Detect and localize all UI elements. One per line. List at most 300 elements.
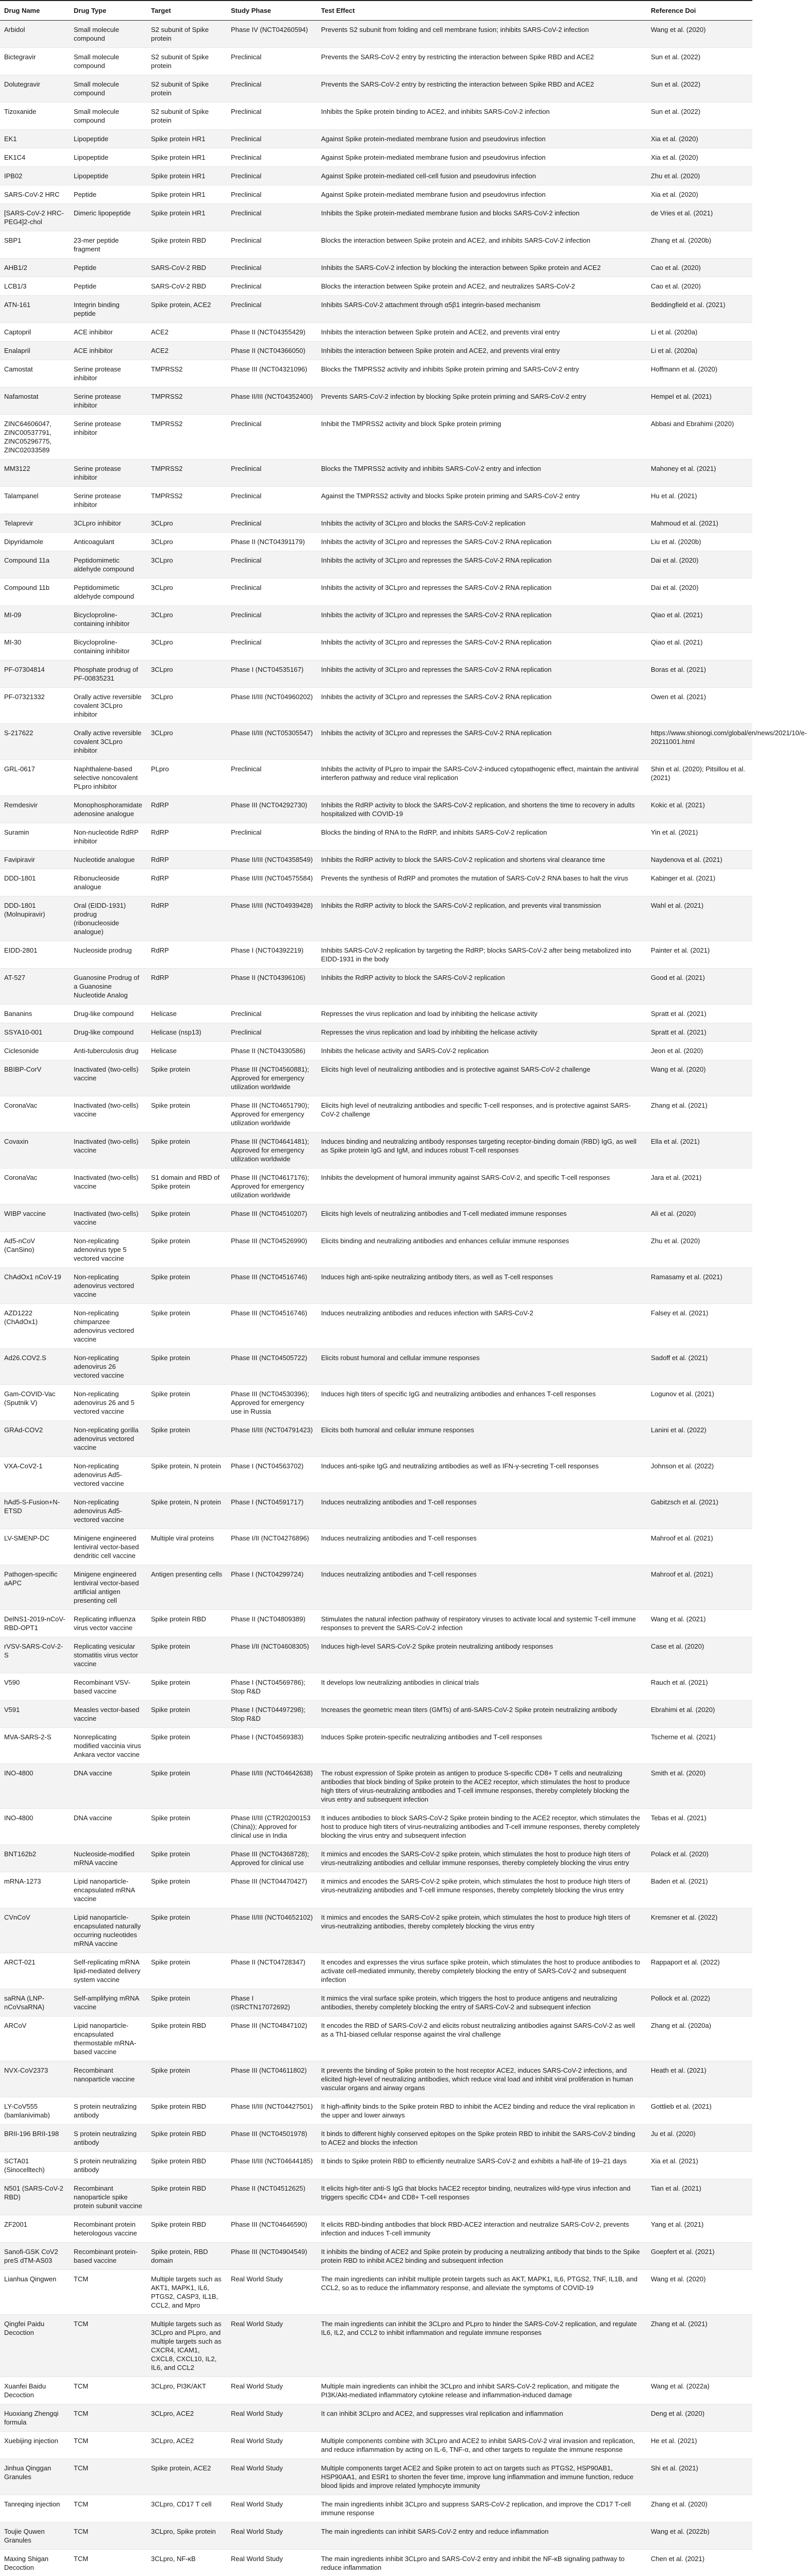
cell-study-phase: Preclinical bbox=[227, 760, 317, 796]
cell-test-effect: Prevents S2 subunit from folding and cell membrane fusion; inhibits SARS-CoV-2 infection bbox=[317, 21, 647, 48]
cell-test-effect: Elicits robust humoral and cellular immune responses bbox=[317, 1349, 647, 1385]
cell-test-effect: It elicits RBD-binding antibodies that block RBD-ACE2 interaction and neutralize SARS-CoV-2, prevents infection and induces T-cell immunity bbox=[317, 2215, 647, 2243]
table-row bbox=[0, 1205, 752, 1232]
cell-reference-doi: Cao et al. (2020) bbox=[647, 259, 752, 277]
cell-drug-type: Inactivated (two-cells) vaccine bbox=[70, 1168, 147, 1205]
cell-drug-name: AHB1/2 bbox=[0, 259, 70, 277]
table-row bbox=[0, 1457, 752, 1493]
cell-test-effect: It mimics and encodes the SARS-CoV-2 spike protein, which stimulates the host to produce high titers of virus-neutralizing antibodies and T-cell immune responses, thereby completely blocking the virus entry bbox=[317, 1872, 647, 1908]
cell-drug-type: Bicycloproline-containing inhibitor bbox=[70, 633, 147, 660]
cell-study-phase: Preclinical bbox=[227, 551, 317, 579]
cell-drug-type: 3CLpro inhibitor bbox=[70, 514, 147, 533]
table-row bbox=[0, 487, 752, 514]
cell-reference-doi: Kabinger et al. (2021) bbox=[647, 869, 752, 896]
cell-drug-type: Naphthalene-based selective noncovalent PLpro inhibitor bbox=[70, 760, 147, 796]
cell-drug-type: Inactivated (two-cells) vaccine bbox=[70, 1132, 147, 1168]
cell-target: Helicase bbox=[147, 1005, 227, 1023]
cell-drug-name: CoronaVac bbox=[0, 1168, 70, 1205]
cell-target: 3CLpro, NF-κB bbox=[147, 2550, 227, 2576]
cell-drug-type: Non-replicating adenovirus Ad5-vectored vaccine bbox=[70, 1457, 147, 1493]
cell-target: Antigen presenting cells bbox=[147, 1565, 227, 1610]
cell-drug-name: BNT162b2 bbox=[0, 1845, 70, 1872]
cell-drug-name: LCB1/3 bbox=[0, 277, 70, 296]
cell-reference-doi: Johnson et al. (2022) bbox=[647, 1457, 752, 1493]
table-row bbox=[0, 1493, 752, 1529]
cell-drug-name: N501 (SARS-CoV-2 RBD) bbox=[0, 2179, 70, 2215]
cell-drug-type: Self-amplifying mRNA vaccine bbox=[70, 1989, 147, 2016]
cell-test-effect: Induces Spike protein-specific neutralizing antibodies and T-cell responses bbox=[317, 1728, 647, 1764]
cell-test-effect: Multiple components combine with 3CLpro and ACE2 to inhibit SARS-CoV-2 viral invasion and replication, and reduce inflammation by acting on IL-6, TNF-α, and other targets to regulate the immune response bbox=[317, 2432, 647, 2459]
cell-target: 3CLpro bbox=[147, 724, 227, 760]
cell-target: Multiple targets such as 3CLpro and PLpro, and multiple targets such as CXCR4, ICAM1, CXCL8, CXCL10, IL2, IL6, and CCL2 bbox=[147, 2315, 227, 2377]
cell-target: Spike protein, RBD domain bbox=[147, 2243, 227, 2270]
cell-reference-doi: https://www.shionogi.com/global/en/news/2021/10/e-20211001.html bbox=[647, 724, 752, 760]
cell-test-effect: Against Spike protein-mediated membrane fusion and pseudovirus infection bbox=[317, 148, 647, 167]
cell-drug-name: V590 bbox=[0, 1673, 70, 1701]
cell-test-effect: Induces high anti-spike neutralizing antibody titers, as well as T-cell responses bbox=[317, 1268, 647, 1304]
cell-drug-name: GRL-0617 bbox=[0, 760, 70, 796]
cell-study-phase: Real World Study bbox=[227, 2270, 317, 2315]
cell-test-effect: Prevents SARS-CoV-2 infection by blocking Spike protein priming and SARS-CoV-2 entry bbox=[317, 387, 647, 415]
cell-target: 3CLpro, ACE2 bbox=[147, 2404, 227, 2432]
cell-target: ACE2 bbox=[147, 323, 227, 342]
table-header bbox=[0, 1, 752, 21]
cell-drug-type: Nucleotide analogue bbox=[70, 851, 147, 869]
cell-target: Helicase (nsp13) bbox=[147, 1023, 227, 1042]
cell-drug-name: Xuebijing injection bbox=[0, 2432, 70, 2459]
cell-target: S1 domain and RBD of Spike protein bbox=[147, 1168, 227, 1205]
cell-drug-type: Integrin binding peptide bbox=[70, 296, 147, 323]
cell-target: Spike protein RBD bbox=[147, 2179, 227, 2215]
cell-drug-name: AZD1222 (ChAdOx1) bbox=[0, 1304, 70, 1349]
cell-drug-name: Huoxiang Zhengqi formula bbox=[0, 2404, 70, 2432]
cell-test-effect: Elicits high level of neutralizing antibodies and is protective against SARS-CoV-2 challenge bbox=[317, 1060, 647, 1096]
cell-study-phase: Preclinical bbox=[227, 1005, 317, 1023]
cell-drug-name: Ad5-nCoV (CanSino) bbox=[0, 1232, 70, 1268]
cell-drug-type: Replicating vesicular stomatitis virus vector vaccine bbox=[70, 1637, 147, 1673]
cell-drug-name: ZF2001 bbox=[0, 2215, 70, 2243]
cell-drug-type: Inactivated (two-cells) vaccine bbox=[70, 1096, 147, 1132]
cell-drug-type: Lipid nanoparticle-encapsulated mRNA vaccine bbox=[70, 1872, 147, 1908]
cell-drug-name: saRNA (LNP-nCoVsaRNA) bbox=[0, 1989, 70, 2016]
table-row bbox=[0, 969, 752, 1005]
cell-reference-doi: Beddingfield et al. (2021) bbox=[647, 296, 752, 323]
cell-drug-type: Self-replicating mRNA lipid-mediated delivery system vaccine bbox=[70, 1953, 147, 1989]
cell-study-phase: Phase III (NCT04617176); Approved for emergency utilization worldwide bbox=[227, 1168, 317, 1205]
cell-drug-name: INO-4800 bbox=[0, 1809, 70, 1845]
cell-test-effect: Inhibits the interaction between Spike protein and ACE2, and prevents viral entry bbox=[317, 342, 647, 360]
cell-reference-doi: Mahroof et al. (2021) bbox=[647, 1529, 752, 1565]
cell-test-effect: Multiple main ingredients can inhibit the 3CLpro and inhibit SARS-CoV-2 replication, and mitigate the PI3K/Akt-mediated inflammatory cytokine release and inflammation-induced damage bbox=[317, 2377, 647, 2404]
table-row bbox=[0, 48, 752, 75]
cell-test-effect: Prevents the synthesis of RdRP and promotes the mutation of SARS-CoV-2 RNA bases to halt the virus bbox=[317, 869, 647, 896]
cell-study-phase: Phase II (NCT04391179) bbox=[227, 533, 317, 551]
cell-drug-name: LY-CoV555 (bamlanivimab) bbox=[0, 2097, 70, 2125]
cell-reference-doi: Case et al. (2020) bbox=[647, 1637, 752, 1673]
table-row bbox=[0, 1673, 752, 1701]
cell-drug-name: ATN-161 bbox=[0, 296, 70, 323]
table-row bbox=[0, 387, 752, 415]
cell-test-effect: Against Spike protein-mediated cell-cell fusion and pseudovirus infection bbox=[317, 167, 647, 185]
cell-drug-name: Pathogen-specific aAPC bbox=[0, 1565, 70, 1610]
cell-drug-name: Xuanfei Baidu Decoction bbox=[0, 2377, 70, 2404]
table-row bbox=[0, 869, 752, 896]
cell-test-effect: Elicits high levels of neutralizing antibodies and T-cell mediated immune responses bbox=[317, 1205, 647, 1232]
cell-test-effect: Against the TMPRSS2 activity and blocks Spike protein priming and SARS-CoV-2 entry bbox=[317, 487, 647, 514]
cell-study-phase: Phase I (NCT04569786); Stop R&D bbox=[227, 1673, 317, 1701]
cell-drug-type: Serine protease inhibitor bbox=[70, 360, 147, 387]
cell-test-effect: Against Spike protein-mediated membrane fusion and pseudovirus infection bbox=[317, 185, 647, 204]
cell-target: Spike protein RBD bbox=[147, 2125, 227, 2152]
cell-study-phase: Preclinical bbox=[227, 633, 317, 660]
cell-drug-type: TCM bbox=[70, 2522, 147, 2550]
cell-study-phase: Preclinical bbox=[227, 606, 317, 633]
table-row bbox=[0, 2097, 752, 2125]
cell-test-effect: The main ingredients can inhibit SARS-CoV-2 entry and reduce inflammation bbox=[317, 2522, 647, 2550]
cell-drug-name: EK1 bbox=[0, 130, 70, 148]
cell-reference-doi: Ali et al. (2020) bbox=[647, 1205, 752, 1232]
cell-test-effect: Inhibits the Spike protein-mediated membrane fusion and blocks SARS-CoV-2 infection bbox=[317, 204, 647, 231]
cell-drug-type: Small molecule compound bbox=[70, 21, 147, 48]
cell-target: S2 subunit of Spike protein bbox=[147, 75, 227, 103]
cell-test-effect: Blocks the interaction between Spike protein and ACE2, and inhibits SARS-CoV-2 infection bbox=[317, 231, 647, 259]
cell-study-phase: Preclinical bbox=[227, 231, 317, 259]
cell-reference-doi: Kremsner et al. (2022) bbox=[647, 1908, 752, 1953]
cell-study-phase: Phase II/III (NCT04939428) bbox=[227, 896, 317, 941]
cell-reference-doi: Yin et al. (2021) bbox=[647, 823, 752, 851]
cell-drug-type: Anti-tuberculosis drug bbox=[70, 1042, 147, 1060]
table-row bbox=[0, 579, 752, 606]
table-row bbox=[0, 660, 752, 688]
table-row bbox=[0, 2152, 752, 2179]
cell-target: Spike protein bbox=[147, 1349, 227, 1385]
cell-reference-doi: Lanini et al. (2022) bbox=[647, 1421, 752, 1457]
cell-test-effect: Induces neutralizing antibodies and T-cell responses bbox=[317, 1529, 647, 1565]
cell-study-phase: Phase III (NCT04470427) bbox=[227, 1872, 317, 1908]
table-row bbox=[0, 2016, 752, 2061]
table-row bbox=[0, 103, 752, 130]
cell-test-effect: It prevents the binding of Spike protein to the host receptor ACE2, induces SARS-CoV-2 infections, and elicited high-level of neutralizing antibodies, which reduce viral load and inhibit viral proliferation in human vascular organs and airway organs bbox=[317, 2061, 647, 2097]
table-row bbox=[0, 1908, 752, 1953]
header-target: Target bbox=[147, 1, 227, 21]
table-row bbox=[0, 2459, 752, 2495]
cell-drug-type: Peptidomimetic aldehyde compound bbox=[70, 551, 147, 579]
cell-study-phase: Preclinical bbox=[227, 1023, 317, 1042]
cell-target: Spike protein bbox=[147, 1304, 227, 1349]
cell-test-effect: Inhibits the SARS-CoV-2 infection by blocking the interaction between Spike protein and ACE2 bbox=[317, 259, 647, 277]
table-row bbox=[0, 1701, 752, 1728]
cell-study-phase: Preclinical bbox=[227, 130, 317, 148]
cell-drug-name: Remdesivir bbox=[0, 796, 70, 823]
cell-reference-doi: Wang et al. (2020) bbox=[647, 21, 752, 48]
table-row bbox=[0, 2215, 752, 2243]
table-row bbox=[0, 415, 752, 460]
cell-study-phase: Phase II/III (NCT04642638) bbox=[227, 1764, 317, 1809]
cell-target: 3CLpro bbox=[147, 660, 227, 688]
cell-reference-doi: Xia et al. (2020) bbox=[647, 130, 752, 148]
cell-target: Multiple viral proteins bbox=[147, 1529, 227, 1565]
cell-target: Spike protein HR1 bbox=[147, 185, 227, 204]
header-drug-type: Drug Type bbox=[70, 1, 147, 21]
cell-study-phase: Preclinical bbox=[227, 185, 317, 204]
cell-reference-doi: Logunov et al. (2021) bbox=[647, 1385, 752, 1421]
cell-drug-type: TCM bbox=[70, 2270, 147, 2315]
cell-drug-name: mRNA-1273 bbox=[0, 1872, 70, 1908]
cell-test-effect: Inhibits SARS-CoV-2 attachment through α5β1 integrin-based mechanism bbox=[317, 296, 647, 323]
cell-study-phase: Preclinical bbox=[227, 204, 317, 231]
cell-study-phase: Phase III (NCT04646590) bbox=[227, 2215, 317, 2243]
cell-study-phase: Phase III (NCT04641481); Approved for emergency utilization worldwide bbox=[227, 1132, 317, 1168]
cell-study-phase: Phase III (NCT04847102) bbox=[227, 2016, 317, 2061]
cell-target: 3CLpro, CD17 T cell bbox=[147, 2495, 227, 2522]
cell-test-effect: It binds to Spike protein RBD to efficiently neutralize SARS-CoV-2 and exhibits a half-life of 19–21 days bbox=[317, 2152, 647, 2179]
cell-drug-type: Lipopeptide bbox=[70, 148, 147, 167]
cell-target: Spike protein, ACE2 bbox=[147, 296, 227, 323]
cell-target: Spike protein bbox=[147, 1385, 227, 1421]
table-row bbox=[0, 2270, 752, 2315]
cell-drug-type: Non-replicating adenovirus 26 vectored vaccine bbox=[70, 1349, 147, 1385]
cell-drug-type: Recombinant VSV-based vaccine bbox=[70, 1673, 147, 1701]
cell-drug-name: DelNS1-2019-nCoV-RBD-OPT1 bbox=[0, 1610, 70, 1637]
table-row bbox=[0, 1989, 752, 2016]
cell-target: ACE2 bbox=[147, 342, 227, 360]
cell-drug-name: MM3122 bbox=[0, 460, 70, 487]
cell-drug-type: Serine protease inhibitor bbox=[70, 387, 147, 415]
cell-study-phase: Phase III (NCT04904549) bbox=[227, 2243, 317, 2270]
cell-reference-doi: Wang et al. (2020) bbox=[647, 2270, 752, 2315]
cell-reference-doi: Ramasamy et al. (2021) bbox=[647, 1268, 752, 1304]
cell-reference-doi: Polack et al. (2020) bbox=[647, 1845, 752, 1872]
cell-test-effect: Inhibits the RdRP activity to block the SARS-CoV-2 replication, and shortens the time to recovery in adults hospitalized with COVID-19 bbox=[317, 796, 647, 823]
cell-drug-type: Inactivated (two-cells) vaccine bbox=[70, 1205, 147, 1232]
table-row bbox=[0, 2404, 752, 2432]
cell-drug-type: Guanosine Prodrug of a Guanosine Nucleotide Analog bbox=[70, 969, 147, 1005]
cell-drug-type: Non-replicating adenovirus Ad5-vectored vaccine bbox=[70, 1493, 147, 1529]
cell-study-phase: Real World Study bbox=[227, 2550, 317, 2576]
cell-drug-type: Small molecule compound bbox=[70, 103, 147, 130]
table-row bbox=[0, 1728, 752, 1764]
cell-test-effect: Induces high titers of specific IgG and neutralizing antibodies and enhances T-cell responses bbox=[317, 1385, 647, 1421]
cell-target: SARS-CoV-2 RBD bbox=[147, 259, 227, 277]
cell-test-effect: Blocks the interaction between Spike protein and ACE2, and neutralizes SARS-CoV-2 bbox=[317, 277, 647, 296]
cell-drug-type: Peptide bbox=[70, 277, 147, 296]
cell-drug-name: MVA-SARS-2-S bbox=[0, 1728, 70, 1764]
table-row bbox=[0, 342, 752, 360]
cell-reference-doi: Good et al. (2021) bbox=[647, 969, 752, 1005]
cell-drug-name: S-217622 bbox=[0, 724, 70, 760]
cell-reference-doi: Wang et al. (2021) bbox=[647, 1610, 752, 1637]
cell-drug-name: ZINC64606047, ZINC00537791, ZINC05296775, ZINC02033589 bbox=[0, 415, 70, 460]
cell-reference-doi: Dai et al. (2020) bbox=[647, 579, 752, 606]
cell-drug-name: Ad26.COV2.S bbox=[0, 1349, 70, 1385]
cell-study-phase: Phase I/II (NCT04608305) bbox=[227, 1637, 317, 1673]
cell-study-phase: Phase III (NCT04516746) bbox=[227, 1304, 317, 1349]
cell-test-effect: It encodes and expresses the virus surface spike protein, which stimulates the host to produce antibodies to activate cell-mediated immunity, thereby completely blocking the entry of SARS-CoV-2 and subsequent infection bbox=[317, 1953, 647, 1989]
cell-reference-doi: Qiao et al. (2021) bbox=[647, 606, 752, 633]
cell-test-effect: The robust expression of Spike protein as antigen to produce S-specific CD8+ T cells and neutralizing antibodies that block binding of Spike protein to the ACE2 receptor, which stimulates the host to produce high titers of virus-neutralizing antibodies and T-cell immune responses, thereby completely blocking the virus entry and subsequent infection bbox=[317, 1764, 647, 1809]
cell-reference-doi: Spratt et al. (2021) bbox=[647, 1005, 752, 1023]
cell-drug-name: Bananins bbox=[0, 1005, 70, 1023]
cell-target: Spike protein bbox=[147, 2061, 227, 2097]
cell-drug-name: Compound 11b bbox=[0, 579, 70, 606]
cell-drug-type: Small molecule compound bbox=[70, 75, 147, 103]
cell-drug-type: Measles vector-based vaccine bbox=[70, 1701, 147, 1728]
cell-target: PLpro bbox=[147, 760, 227, 796]
cell-target: 3CLpro bbox=[147, 551, 227, 579]
cell-test-effect: The main ingredients can inhibit the 3CLpro and PLpro to hinder the SARS-CoV-2 replication, and regulate IL6, IL2, and CCL2 to inhibit inflammation and regulate immune responses bbox=[317, 2315, 647, 2377]
cell-drug-name: VXA-CoV2-1 bbox=[0, 1457, 70, 1493]
cell-test-effect: Blocks the TMPRSS2 activity and inhibits SARS-CoV-2 entry and infection bbox=[317, 460, 647, 487]
cell-test-effect: The main ingredients inhibit 3CLpro and SARS-CoV-2 entry and inhibit the NF-κB signaling pathway to reduce inflammation bbox=[317, 2550, 647, 2576]
cell-drug-name: INO-4800 bbox=[0, 1764, 70, 1809]
cell-study-phase: Phase II/III (NCT04791423) bbox=[227, 1421, 317, 1457]
cell-drug-type: Phosphate prodrug of PF-00835231 bbox=[70, 660, 147, 688]
cell-drug-name: Sanofi-GSK CoV2 preS dTM-AS03 bbox=[0, 2243, 70, 2270]
table-row bbox=[0, 1953, 752, 1989]
table-row bbox=[0, 1764, 752, 1809]
cell-target: SARS-CoV-2 RBD bbox=[147, 277, 227, 296]
cell-reference-doi: Xia et al. (2020) bbox=[647, 185, 752, 204]
cell-drug-name: Ciclesonide bbox=[0, 1042, 70, 1060]
cell-study-phase: Phase III (NCT04530396); Approved for emergency use in Russia bbox=[227, 1385, 317, 1421]
cell-target: 3CLpro, ACE2 bbox=[147, 2432, 227, 2459]
cell-test-effect: Inhibits the development of humoral immunity against SARS-CoV-2, and specific T-cell responses bbox=[317, 1168, 647, 1205]
cell-study-phase: Phase II/III (NCT04358549) bbox=[227, 851, 317, 869]
cell-study-phase: Preclinical bbox=[227, 579, 317, 606]
cell-target: Spike protein bbox=[147, 1701, 227, 1728]
table-row bbox=[0, 2495, 752, 2522]
cell-study-phase: Real World Study bbox=[227, 2522, 317, 2550]
table-row bbox=[0, 148, 752, 167]
cell-test-effect: Inhibits the activity of PLpro to impair the SARS-CoV-2-induced cytopathogenic effect, maintain the antiviral interferon pathway and reduce viral replication bbox=[317, 760, 647, 796]
table-row bbox=[0, 1385, 752, 1421]
table-row bbox=[0, 1349, 752, 1385]
table-row bbox=[0, 1610, 752, 1637]
cell-reference-doi: Hoffmann et al. (2020) bbox=[647, 360, 752, 387]
cell-test-effect: Induces anti-spike IgG and neutralizing antibodies as well as IFN-γ-secreting T-cell responses bbox=[317, 1457, 647, 1493]
cell-drug-type: Nucleoside-modified mRNA vaccine bbox=[70, 1845, 147, 1872]
cell-study-phase: Phase II (NCT04366050) bbox=[227, 342, 317, 360]
cell-study-phase: Phase I (NCT04299724) bbox=[227, 1565, 317, 1610]
table-row bbox=[0, 1268, 752, 1304]
cell-drug-name: EIDD-2801 bbox=[0, 941, 70, 969]
cell-target: 3CLpro, PI3K/AKT bbox=[147, 2377, 227, 2404]
cell-target: RdRP bbox=[147, 869, 227, 896]
header-test-effect: Test Effect bbox=[317, 1, 647, 21]
cell-test-effect: It high-affinity binds to the Spike protein RBD to inhibit the ACE2 binding and reduce the viral replication in the upper and lower airways bbox=[317, 2097, 647, 2125]
table-row bbox=[0, 21, 752, 48]
cell-test-effect: Against Spike protein-mediated membrane fusion and pseudovirus infection bbox=[317, 130, 647, 148]
cell-reference-doi: He et al. (2021) bbox=[647, 2432, 752, 2459]
table-row bbox=[0, 823, 752, 851]
cell-study-phase: Preclinical bbox=[227, 514, 317, 533]
cell-reference-doi: de Vries et al. (2021) bbox=[647, 204, 752, 231]
cell-drug-name: GRAd-COV2 bbox=[0, 1421, 70, 1457]
cell-test-effect: Inhibits the activity of 3CLpro and represses the SARS-CoV-2 RNA replication bbox=[317, 660, 647, 688]
cell-drug-type: Nonreplicating modified vaccinia virus Ankara vector vaccine bbox=[70, 1728, 147, 1764]
cell-drug-name: SCTA01 (Sinocelltech) bbox=[0, 2152, 70, 2179]
cell-target: Spike protein bbox=[147, 1205, 227, 1232]
cell-target: 3CLpro bbox=[147, 533, 227, 551]
cell-drug-type: Non-replicating gorilla adenovirus vectored vaccine bbox=[70, 1421, 147, 1457]
cell-test-effect: Inhibits the activity of 3CLpro and represses the SARS-CoV-2 RNA replication bbox=[317, 579, 647, 606]
table-row bbox=[0, 1005, 752, 1023]
cell-drug-name: Captopril bbox=[0, 323, 70, 342]
cell-test-effect: It develops low neutralizing antibodies in clinical trials bbox=[317, 1673, 647, 1701]
cell-study-phase: Preclinical bbox=[227, 167, 317, 185]
cell-drug-name: EK1C4 bbox=[0, 148, 70, 167]
cell-study-phase: Real World Study bbox=[227, 2495, 317, 2522]
cell-reference-doi: Cao et al. (2020) bbox=[647, 277, 752, 296]
cell-target: Spike protein RBD bbox=[147, 2097, 227, 2125]
table-row bbox=[0, 533, 752, 551]
cell-test-effect: Inhibits the RdRP activity to block the SARS-CoV-2 replication bbox=[317, 969, 647, 1005]
cell-study-phase: Phase II (NCT04728347) bbox=[227, 1953, 317, 1989]
cell-drug-type: Oral (EIDD-1931) prodrug (ribonucleoside analogue) bbox=[70, 896, 147, 941]
cell-study-phase: Phase III (NCT04501978) bbox=[227, 2125, 317, 2152]
cell-drug-type: Non-replicating adenovirus 26 and 5 vectored vaccine bbox=[70, 1385, 147, 1421]
cell-reference-doi: Rappaport et al. (2022) bbox=[647, 1953, 752, 1989]
cell-drug-type: Peptidomimetic aldehyde compound bbox=[70, 579, 147, 606]
cell-drug-name: Covaxin bbox=[0, 1132, 70, 1168]
cell-test-effect: Inhibit the TMPRSS2 activity and block Spike protein priming bbox=[317, 415, 647, 460]
cell-drug-name: NVX-CoV2373 bbox=[0, 2061, 70, 2097]
cell-target: Spike protein HR1 bbox=[147, 167, 227, 185]
cell-drug-name: hAd5-S-Fusion+N-ETSD bbox=[0, 1493, 70, 1529]
cell-drug-type: Non-replicating chimpanzee adenovirus vectored vaccine bbox=[70, 1304, 147, 1349]
cell-reference-doi: Wang et al. (2020) bbox=[647, 1060, 752, 1096]
cell-reference-doi: Wahl et al. (2021) bbox=[647, 896, 752, 941]
cell-reference-doi: Naydenova et al. (2021) bbox=[647, 851, 752, 869]
table-row bbox=[0, 1023, 752, 1042]
table-row bbox=[0, 2061, 752, 2097]
cell-target: Spike protein RBD bbox=[147, 2152, 227, 2179]
table-row bbox=[0, 1421, 752, 1457]
cell-target: Spike protein bbox=[147, 1989, 227, 2016]
cell-test-effect: It elicits high-titer anti-S IgG that blocks hACE2 receptor binding, neutralizes wild-type virus infection and triggers specific CD4+ and CD8+ T-cell responses bbox=[317, 2179, 647, 2215]
cell-drug-type: DNA vaccine bbox=[70, 1764, 147, 1809]
table-row bbox=[0, 724, 752, 760]
table-row bbox=[0, 259, 752, 277]
cell-study-phase: Preclinical bbox=[227, 487, 317, 514]
cell-drug-name: [SARS-CoV-2 HRC-PEG4]2-chol bbox=[0, 204, 70, 231]
cell-reference-doi: Zhang et al. (2020) bbox=[647, 2495, 752, 2522]
cell-study-phase: Real World Study bbox=[227, 2315, 317, 2377]
cell-target: Spike protein HR1 bbox=[147, 148, 227, 167]
cell-reference-doi: Xia et al. (2021) bbox=[647, 2152, 752, 2179]
cell-reference-doi: Jara et al. (2021) bbox=[647, 1168, 752, 1205]
header-reference-doi: Reference Doi bbox=[647, 1, 752, 21]
cell-drug-name: Dolutegravir bbox=[0, 75, 70, 103]
cell-study-phase: Phase II/III (NCT04352400) bbox=[227, 387, 317, 415]
cell-reference-doi: Smith et al. (2020) bbox=[647, 1764, 752, 1809]
cell-drug-type: Recombinant protein heterologous vaccine bbox=[70, 2215, 147, 2243]
cell-drug-name: ARCoV bbox=[0, 2016, 70, 2061]
table-row bbox=[0, 941, 752, 969]
cell-test-effect: Elicits binding and neutralizing antibodies and enhances cellular immune responses bbox=[317, 1232, 647, 1268]
cell-test-effect: Inhibits the activity of 3CLpro and represses the SARS-CoV-2 RNA replication bbox=[317, 533, 647, 551]
cell-reference-doi: Mahmoud et al. (2021) bbox=[647, 514, 752, 533]
header-study-phase: Study Phase bbox=[227, 1, 317, 21]
cell-test-effect: Represses the virus replication and load by inhibiting the helicase activity bbox=[317, 1023, 647, 1042]
cell-target: Spike protein bbox=[147, 1809, 227, 1845]
cell-target: RdRP bbox=[147, 796, 227, 823]
cell-test-effect: Inhibits the interaction between Spike protein and ACE2, and prevents viral entry bbox=[317, 323, 647, 342]
cell-target: 3CLpro bbox=[147, 579, 227, 606]
cell-reference-doi: Dai et al. (2020) bbox=[647, 551, 752, 579]
cell-reference-doi: Deng et al. (2020) bbox=[647, 2404, 752, 2432]
cell-target: Spike protein bbox=[147, 1764, 227, 1809]
